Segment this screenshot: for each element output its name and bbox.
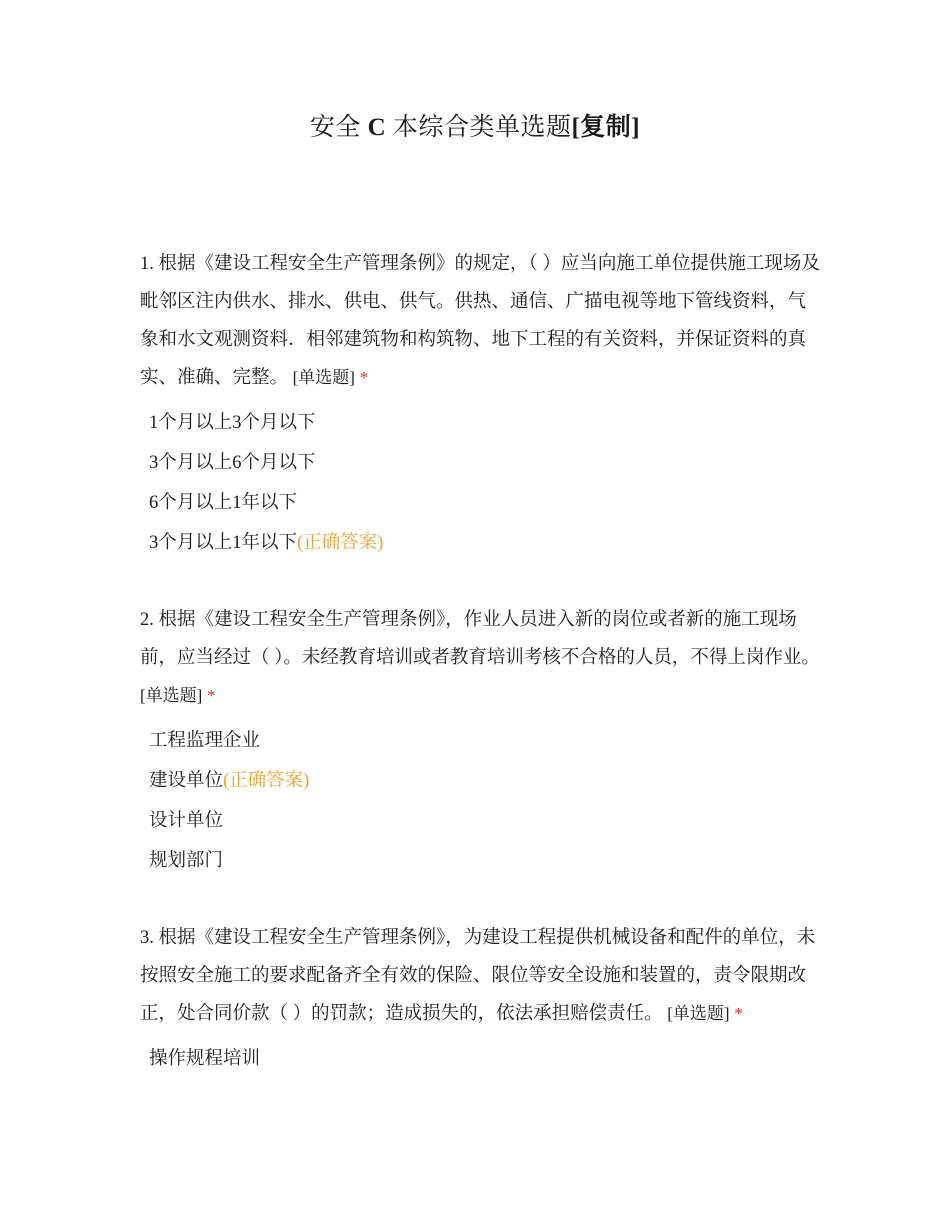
required-star: * (206, 686, 216, 705)
option-text: 工程监理企业 (149, 731, 261, 751)
option-item[interactable] (140, 1039, 820, 1079)
question-text (140, 245, 820, 397)
question-type-tag: [单选题] (667, 1004, 730, 1023)
title-middle: 本综合类单选题 (392, 114, 572, 141)
correct-answer-mark: (正确答案) (297, 533, 384, 553)
title-bold-letter: C (367, 114, 387, 141)
option-text: 3个月以上6个月以下 (149, 453, 316, 473)
question-stem: 2. 根据《建设工程安全生产管理条例》，作业人员进入新的岗位或者新的施工现场前，应当经过（ ）。未经教育培训或者教育培训考核不合格的人员，不得上岗作业。 (140, 610, 820, 668)
question-2 (140, 601, 820, 881)
option-text: 操作规程培训 (149, 1049, 261, 1069)
question-3 (140, 919, 820, 1079)
page-title (0, 108, 950, 148)
option-item[interactable] (140, 523, 820, 563)
question-stem: 1. 根据《建设工程安全生产管理条例》的规定，（ ）应当向施工单位提供施工现场及毗邻区注内供水、排水、供电、供气。供热、通信、广描电视等地下管线资料，气象和水文观测资料．相邻建筑物和构筑物、地下工程的有关资料，并保证资料的真实、准确、完整。 (140, 254, 820, 388)
option-item[interactable] (140, 403, 820, 443)
required-star: * (734, 1004, 743, 1023)
option-text: 1个月以上3个月以下 (149, 413, 316, 433)
option-item[interactable] (140, 483, 820, 523)
option-text: 3个月以上1年以下 (149, 533, 298, 553)
option-item[interactable] (140, 841, 820, 881)
question-type-tag: [单选题] (292, 368, 355, 387)
option-item[interactable] (140, 721, 820, 761)
option-text: 规划部门 (149, 851, 224, 871)
option-list (140, 403, 820, 563)
correct-answer-mark: (正确答案) (223, 771, 310, 791)
question-text (140, 919, 820, 1033)
option-text: 建设单位 (149, 771, 224, 791)
option-item[interactable] (140, 443, 820, 483)
question-stem: 3. 根据《建设工程安全生产管理条例》，为建设工程提供机械设备和配件的单位，未按照安全施工的要求配备齐全有效的保险、限位等安全设施和装置的，责令限期改正，处合同价款（ ）的罚款；造成损失的，依法承担赔偿责任。 (140, 928, 816, 1024)
option-text: 6个月以上1年以下 (149, 493, 298, 513)
option-list (140, 721, 820, 881)
question-text (140, 601, 820, 715)
option-item[interactable] (140, 761, 820, 801)
question-1 (140, 245, 820, 563)
option-item[interactable] (140, 801, 820, 841)
required-star: * (359, 368, 369, 387)
option-list (140, 1039, 820, 1079)
title-suffix: [复制] (571, 114, 641, 141)
option-text: 设计单位 (149, 811, 224, 831)
question-type-tag: [单选题] (140, 686, 203, 705)
title-prefix: 安全 (309, 114, 361, 141)
